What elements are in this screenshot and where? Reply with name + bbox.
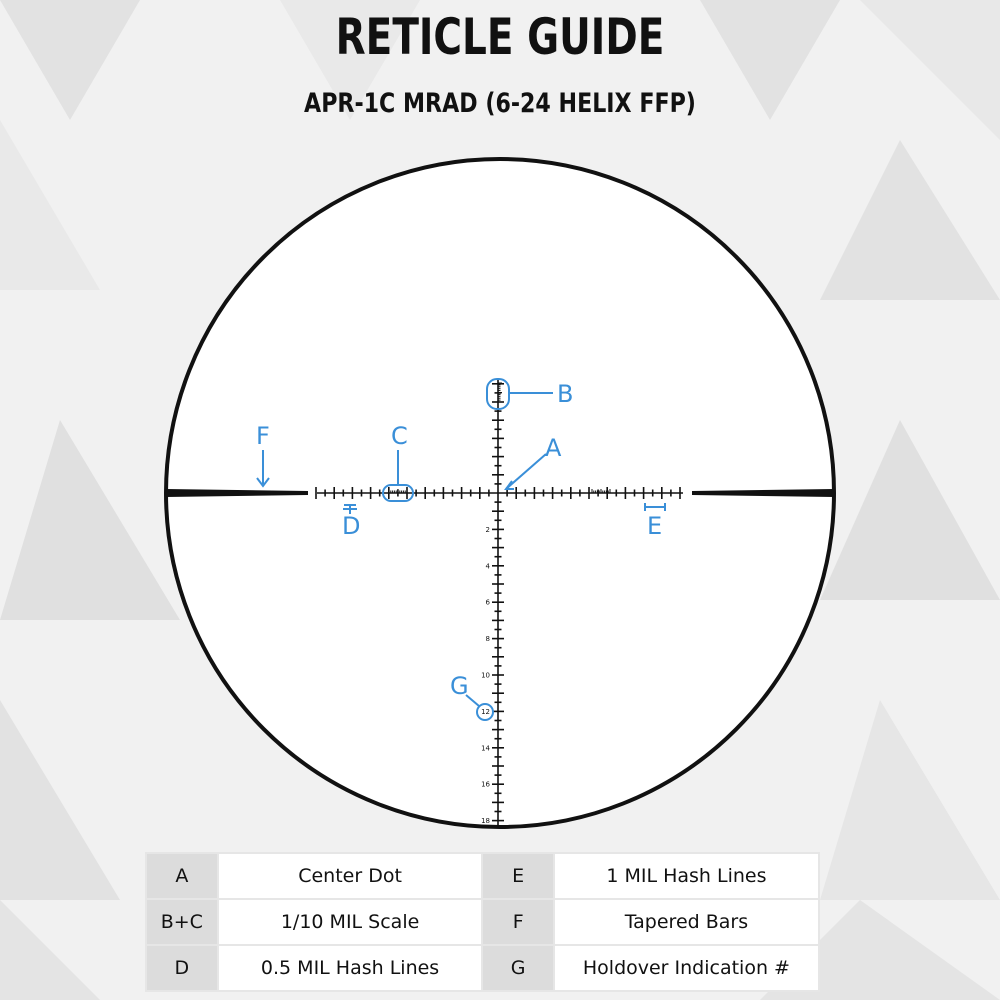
callout-b-label: B <box>557 380 574 408</box>
holdover-number: 16 <box>481 780 490 789</box>
holdover-number: 6 <box>485 598 490 607</box>
holdover-number: 12 <box>481 707 490 716</box>
holdover-number: 18 <box>481 817 490 826</box>
holdover-number: 2 <box>485 525 490 534</box>
legend-key: E <box>482 853 553 899</box>
legend-value: Tapered Bars <box>554 899 819 945</box>
legend-value: 1 MIL Hash Lines <box>554 853 819 899</box>
legend-key: F <box>482 899 553 945</box>
legend-row <box>146 853 819 899</box>
callout-f-label: F <box>256 422 270 450</box>
legend-value: 0.5 MIL Hash Lines <box>218 945 483 991</box>
legend-key: D <box>146 945 218 991</box>
callout-c-label: C <box>391 422 408 450</box>
legend-value: Holdover Indication # <box>554 945 819 991</box>
legend-table <box>145 852 820 992</box>
legend-row <box>146 899 819 945</box>
legend-key: G <box>482 945 553 991</box>
callout-e-label: E <box>647 512 663 540</box>
holdover-number: 8 <box>485 635 490 644</box>
legend-key: B+C <box>146 899 218 945</box>
holdover-number: 14 <box>481 744 490 753</box>
legend-row <box>146 945 819 991</box>
callout-d-label: D <box>342 512 361 540</box>
holdover-number: 4 <box>485 562 490 571</box>
page-title: RETICLE GUIDE <box>335 8 665 66</box>
callout-a-label: A <box>545 434 562 462</box>
legend-value: Center Dot <box>218 853 483 899</box>
legend-key: A <box>146 853 218 899</box>
page-subtitle: APR-1C MRAD (6-24 HELIX FFP) <box>304 88 696 119</box>
holdover-number: 10 <box>481 671 490 680</box>
callout-g-label: G <box>450 672 469 700</box>
legend-value: 1/10 MIL Scale <box>218 899 483 945</box>
